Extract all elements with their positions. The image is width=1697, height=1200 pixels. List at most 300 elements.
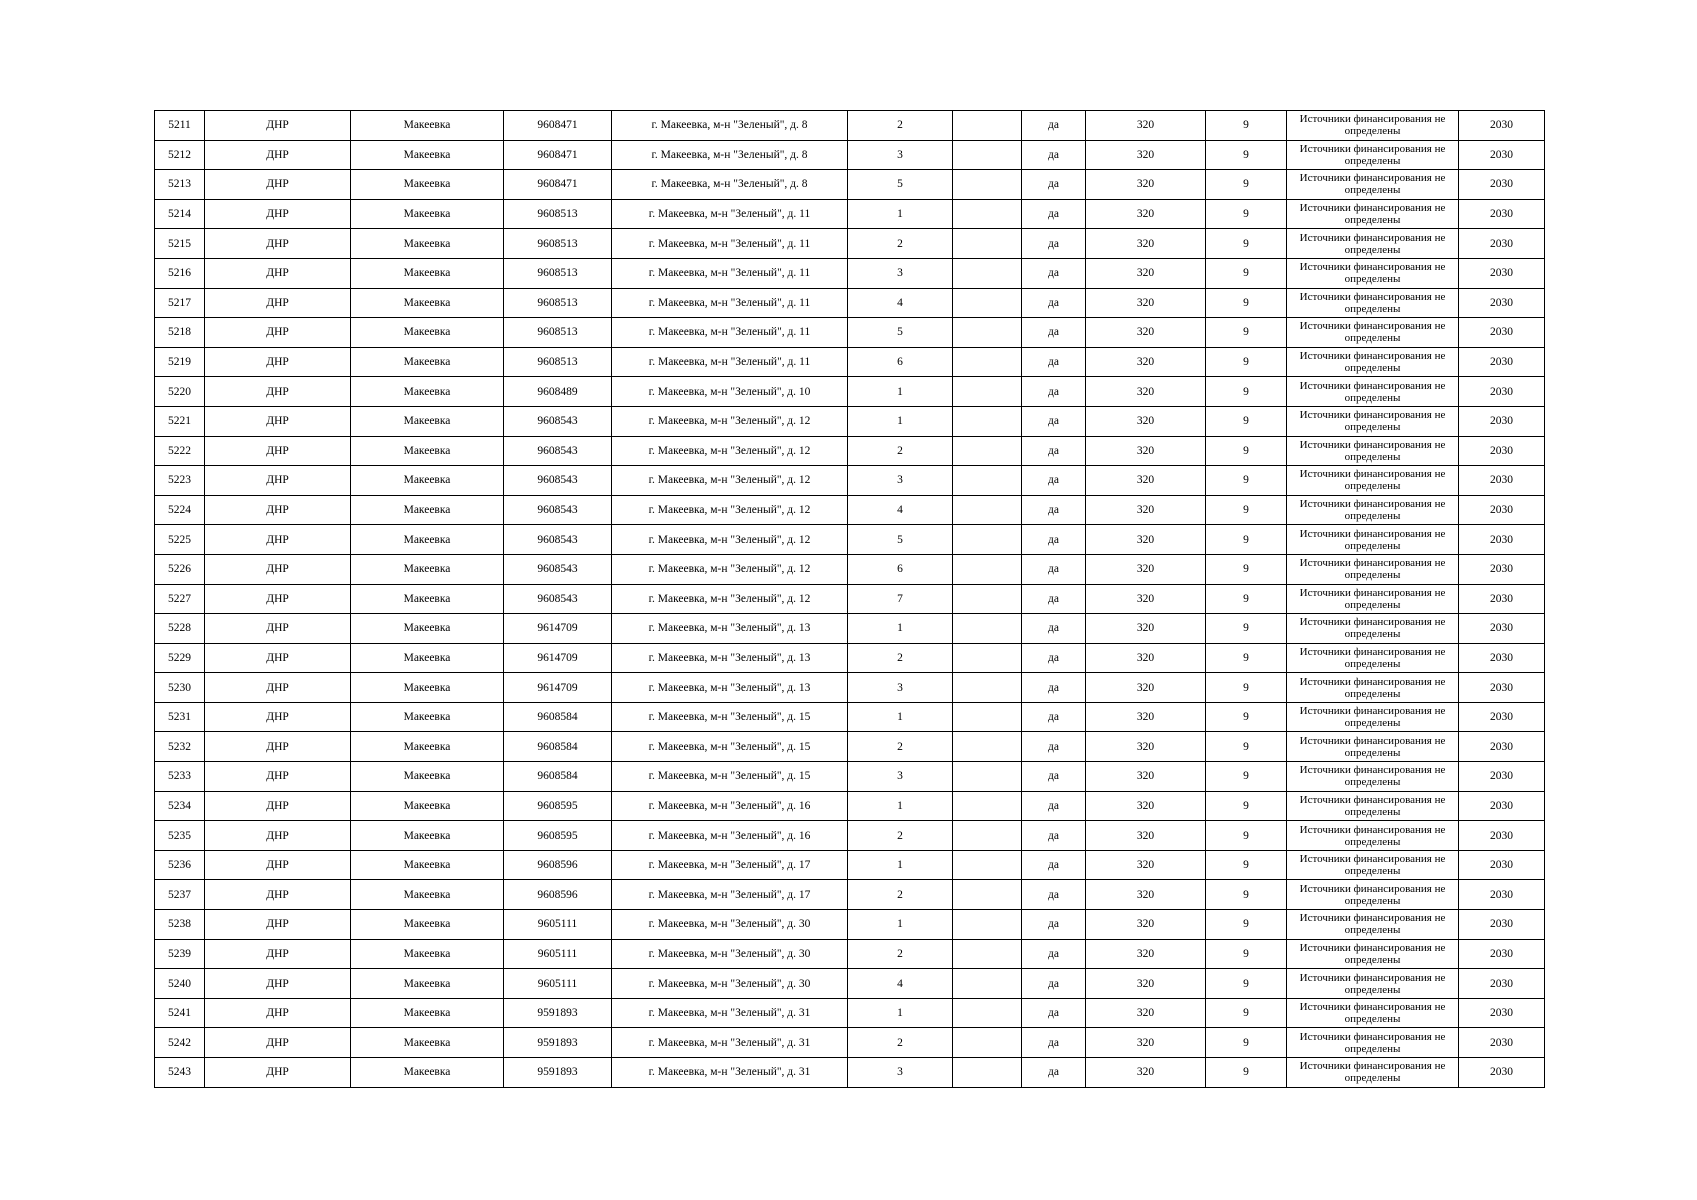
address-cell: г. Макеевка, м-н "Зеленый", д. 12 — [612, 525, 848, 555]
flag-cell: да — [1022, 821, 1086, 851]
region-cell: ДНР — [205, 288, 351, 318]
count-cell: 9 — [1206, 288, 1287, 318]
code-cell: 9608595 — [504, 791, 612, 821]
entrance-cell: 2 — [848, 229, 953, 259]
funding-source-cell: Источники финансирования не определены — [1287, 140, 1459, 170]
empty-cell — [953, 288, 1022, 318]
row-number-cell: 5236 — [155, 850, 205, 880]
entrance-cell: 1 — [848, 850, 953, 880]
row-number-cell: 5224 — [155, 495, 205, 525]
empty-cell — [953, 821, 1022, 851]
empty-cell — [953, 910, 1022, 940]
year-cell: 2030 — [1459, 732, 1545, 762]
row-number-cell: 5219 — [155, 347, 205, 377]
count-cell: 9 — [1206, 170, 1287, 200]
address-cell: г. Макеевка, м-н "Зеленый", д. 10 — [612, 377, 848, 407]
address-cell: г. Макеевка, м-н "Зеленый", д. 30 — [612, 939, 848, 969]
amount-cell: 320 — [1086, 643, 1206, 673]
address-cell: г. Макеевка, м-н "Зеленый", д. 11 — [612, 199, 848, 229]
flag-cell: да — [1022, 702, 1086, 732]
empty-cell — [953, 998, 1022, 1028]
address-cell: г. Макеевка, м-н "Зеленый", д. 15 — [612, 732, 848, 762]
row-number-cell: 5233 — [155, 762, 205, 792]
entrance-cell: 6 — [848, 347, 953, 377]
funding-source-cell: Источники финансирования не определены — [1287, 614, 1459, 644]
city-cell: Макеевка — [351, 673, 504, 703]
city-cell: Макеевка — [351, 318, 504, 348]
city-cell: Макеевка — [351, 199, 504, 229]
flag-cell: да — [1022, 880, 1086, 910]
address-cell: г. Макеевка, м-н "Зеленый", д. 12 — [612, 436, 848, 466]
row-number-cell: 5221 — [155, 406, 205, 436]
code-cell: 9591893 — [504, 1028, 612, 1058]
funding-source-cell: Источники финансирования не определены — [1287, 850, 1459, 880]
flag-cell: да — [1022, 910, 1086, 940]
flag-cell: да — [1022, 140, 1086, 170]
table-row — [155, 288, 1545, 318]
code-cell: 9608584 — [504, 762, 612, 792]
row-number-cell: 5235 — [155, 821, 205, 851]
region-cell: ДНР — [205, 584, 351, 614]
entrance-cell: 2 — [848, 939, 953, 969]
city-cell: Макеевка — [351, 1028, 504, 1058]
address-cell: г. Макеевка, м-н "Зеленый", д. 11 — [612, 258, 848, 288]
year-cell: 2030 — [1459, 910, 1545, 940]
region-cell: ДНР — [205, 170, 351, 200]
amount-cell: 320 — [1086, 880, 1206, 910]
entrance-cell: 3 — [848, 466, 953, 496]
region-cell: ДНР — [205, 732, 351, 762]
entrance-cell: 1 — [848, 406, 953, 436]
year-cell: 2030 — [1459, 258, 1545, 288]
table-row — [155, 347, 1545, 377]
table-row — [155, 436, 1545, 466]
empty-cell — [953, 406, 1022, 436]
amount-cell: 320 — [1086, 1058, 1206, 1088]
year-cell: 2030 — [1459, 821, 1545, 851]
amount-cell: 320 — [1086, 762, 1206, 792]
entrance-cell: 5 — [848, 170, 953, 200]
funding-source-cell: Источники финансирования не определены — [1287, 998, 1459, 1028]
region-cell: ДНР — [205, 1058, 351, 1088]
entrance-cell: 1 — [848, 614, 953, 644]
year-cell: 2030 — [1459, 377, 1545, 407]
table-row — [155, 258, 1545, 288]
empty-cell — [953, 377, 1022, 407]
amount-cell: 320 — [1086, 614, 1206, 644]
funding-source-cell: Источники финансирования не определены — [1287, 1028, 1459, 1058]
amount-cell: 320 — [1086, 436, 1206, 466]
empty-cell — [953, 495, 1022, 525]
city-cell: Макеевка — [351, 229, 504, 259]
funding-source-cell: Источники финансирования не определены — [1287, 584, 1459, 614]
code-cell: 9608471 — [504, 140, 612, 170]
row-number-cell: 5215 — [155, 229, 205, 259]
year-cell: 2030 — [1459, 643, 1545, 673]
count-cell: 9 — [1206, 229, 1287, 259]
city-cell: Макеевка — [351, 762, 504, 792]
city-cell: Макеевка — [351, 850, 504, 880]
amount-cell: 320 — [1086, 229, 1206, 259]
region-cell: ДНР — [205, 821, 351, 851]
funding-source-cell: Источники финансирования не определены — [1287, 791, 1459, 821]
year-cell: 2030 — [1459, 199, 1545, 229]
flag-cell: да — [1022, 436, 1086, 466]
region-cell: ДНР — [205, 140, 351, 170]
region-cell: ДНР — [205, 199, 351, 229]
count-cell: 9 — [1206, 318, 1287, 348]
code-cell: 9608584 — [504, 732, 612, 762]
table-row — [155, 584, 1545, 614]
funding-source-cell: Источники финансирования не определены — [1287, 643, 1459, 673]
year-cell: 2030 — [1459, 998, 1545, 1028]
empty-cell — [953, 111, 1022, 141]
funding-source-cell: Источники финансирования не определены — [1287, 377, 1459, 407]
city-cell: Макеевка — [351, 140, 504, 170]
table-row — [155, 969, 1545, 999]
row-number-cell: 5240 — [155, 969, 205, 999]
flag-cell: да — [1022, 495, 1086, 525]
amount-cell: 320 — [1086, 288, 1206, 318]
entrance-cell: 2 — [848, 821, 953, 851]
city-cell: Макеевка — [351, 939, 504, 969]
code-cell: 9608543 — [504, 584, 612, 614]
count-cell: 9 — [1206, 910, 1287, 940]
funding-source-cell: Источники финансирования не определены — [1287, 969, 1459, 999]
empty-cell — [953, 791, 1022, 821]
amount-cell: 320 — [1086, 1028, 1206, 1058]
table-row — [155, 910, 1545, 940]
region-cell: ДНР — [205, 525, 351, 555]
flag-cell: да — [1022, 466, 1086, 496]
count-cell: 9 — [1206, 850, 1287, 880]
year-cell: 2030 — [1459, 466, 1545, 496]
region-cell: ДНР — [205, 436, 351, 466]
row-number-cell: 5229 — [155, 643, 205, 673]
row-number-cell: 5214 — [155, 199, 205, 229]
count-cell: 9 — [1206, 969, 1287, 999]
count-cell: 9 — [1206, 791, 1287, 821]
address-cell: г. Макеевка, м-н "Зеленый", д. 12 — [612, 406, 848, 436]
count-cell: 9 — [1206, 643, 1287, 673]
code-cell: 9608543 — [504, 525, 612, 555]
table-row — [155, 525, 1545, 555]
count-cell: 9 — [1206, 199, 1287, 229]
year-cell: 2030 — [1459, 673, 1545, 703]
amount-cell: 320 — [1086, 466, 1206, 496]
flag-cell: да — [1022, 762, 1086, 792]
table-row — [155, 318, 1545, 348]
row-number-cell: 5222 — [155, 436, 205, 466]
address-cell: г. Макеевка, м-н "Зеленый", д. 30 — [612, 910, 848, 940]
flag-cell: да — [1022, 377, 1086, 407]
table-row — [155, 140, 1545, 170]
region-cell: ДНР — [205, 939, 351, 969]
count-cell: 9 — [1206, 762, 1287, 792]
count-cell: 9 — [1206, 111, 1287, 141]
empty-cell — [953, 643, 1022, 673]
table-row — [155, 939, 1545, 969]
entrance-cell: 2 — [848, 732, 953, 762]
year-cell: 2030 — [1459, 436, 1545, 466]
amount-cell: 320 — [1086, 673, 1206, 703]
count-cell: 9 — [1206, 673, 1287, 703]
year-cell: 2030 — [1459, 318, 1545, 348]
code-cell: 9591893 — [504, 998, 612, 1028]
code-cell: 9608489 — [504, 377, 612, 407]
funding-source-cell: Источники финансирования не определены — [1287, 466, 1459, 496]
region-cell: ДНР — [205, 229, 351, 259]
code-cell: 9614709 — [504, 643, 612, 673]
funding-source-cell: Источники финансирования не определены — [1287, 170, 1459, 200]
empty-cell — [953, 1058, 1022, 1088]
funding-source-cell: Источники финансирования не определены — [1287, 525, 1459, 555]
year-cell: 2030 — [1459, 1028, 1545, 1058]
year-cell: 2030 — [1459, 525, 1545, 555]
count-cell: 9 — [1206, 732, 1287, 762]
table-row — [155, 791, 1545, 821]
funding-source-cell: Источники финансирования не определены — [1287, 1058, 1459, 1088]
table-row — [155, 673, 1545, 703]
year-cell: 2030 — [1459, 406, 1545, 436]
amount-cell: 320 — [1086, 199, 1206, 229]
row-number-cell: 5223 — [155, 466, 205, 496]
address-cell: г. Макеевка, м-н "Зеленый", д. 12 — [612, 584, 848, 614]
row-number-cell: 5213 — [155, 170, 205, 200]
table-row — [155, 821, 1545, 851]
city-cell: Макеевка — [351, 998, 504, 1028]
city-cell: Макеевка — [351, 1058, 504, 1088]
city-cell: Макеевка — [351, 170, 504, 200]
year-cell: 2030 — [1459, 791, 1545, 821]
year-cell: 2030 — [1459, 554, 1545, 584]
year-cell: 2030 — [1459, 969, 1545, 999]
city-cell: Макеевка — [351, 406, 504, 436]
amount-cell: 320 — [1086, 939, 1206, 969]
amount-cell: 320 — [1086, 347, 1206, 377]
row-number-cell: 5227 — [155, 584, 205, 614]
table-row — [155, 377, 1545, 407]
code-cell: 9614709 — [504, 673, 612, 703]
entrance-cell: 3 — [848, 258, 953, 288]
funding-source-cell: Источники финансирования не определены — [1287, 495, 1459, 525]
row-number-cell: 5234 — [155, 791, 205, 821]
funding-source-cell: Источники финансирования не определены — [1287, 939, 1459, 969]
year-cell: 2030 — [1459, 1058, 1545, 1088]
address-cell: г. Макеевка, м-н "Зеленый", д. 12 — [612, 554, 848, 584]
row-number-cell: 5212 — [155, 140, 205, 170]
region-cell: ДНР — [205, 377, 351, 407]
count-cell: 9 — [1206, 436, 1287, 466]
city-cell: Макеевка — [351, 495, 504, 525]
table-body — [155, 111, 1545, 1088]
flag-cell: да — [1022, 939, 1086, 969]
table-row — [155, 643, 1545, 673]
region-cell: ДНР — [205, 554, 351, 584]
count-cell: 9 — [1206, 406, 1287, 436]
city-cell: Макеевка — [351, 702, 504, 732]
count-cell: 9 — [1206, 1058, 1287, 1088]
city-cell: Макеевка — [351, 643, 504, 673]
address-cell: г. Макеевка, м-н "Зеленый", д. 11 — [612, 288, 848, 318]
entrance-cell: 6 — [848, 554, 953, 584]
flag-cell: да — [1022, 258, 1086, 288]
city-cell: Макеевка — [351, 910, 504, 940]
amount-cell: 320 — [1086, 584, 1206, 614]
region-cell: ДНР — [205, 998, 351, 1028]
address-cell: г. Макеевка, м-н "Зеленый", д. 15 — [612, 762, 848, 792]
count-cell: 9 — [1206, 584, 1287, 614]
address-cell: г. Макеевка, м-н "Зеленый", д. 30 — [612, 969, 848, 999]
flag-cell: да — [1022, 199, 1086, 229]
table-row — [155, 614, 1545, 644]
region-cell: ДНР — [205, 702, 351, 732]
city-cell: Макеевка — [351, 732, 504, 762]
row-number-cell: 5218 — [155, 318, 205, 348]
address-cell: г. Макеевка, м-н "Зеленый", д. 31 — [612, 1058, 848, 1088]
count-cell: 9 — [1206, 377, 1287, 407]
address-cell: г. Макеевка, м-н "Зеленый", д. 13 — [612, 673, 848, 703]
code-cell: 9608596 — [504, 880, 612, 910]
code-cell: 9608471 — [504, 170, 612, 200]
code-cell: 9614709 — [504, 614, 612, 644]
empty-cell — [953, 850, 1022, 880]
year-cell: 2030 — [1459, 140, 1545, 170]
count-cell: 9 — [1206, 614, 1287, 644]
row-number-cell: 5231 — [155, 702, 205, 732]
year-cell: 2030 — [1459, 939, 1545, 969]
amount-cell: 320 — [1086, 525, 1206, 555]
region-cell: ДНР — [205, 643, 351, 673]
region-cell: ДНР — [205, 318, 351, 348]
count-cell: 9 — [1206, 821, 1287, 851]
row-number-cell: 5238 — [155, 910, 205, 940]
flag-cell: да — [1022, 554, 1086, 584]
row-number-cell: 5216 — [155, 258, 205, 288]
row-number-cell: 5237 — [155, 880, 205, 910]
flag-cell: да — [1022, 406, 1086, 436]
funding-source-cell: Источники финансирования не определены — [1287, 199, 1459, 229]
table-row — [155, 1028, 1545, 1058]
entrance-cell: 4 — [848, 495, 953, 525]
funding-source-cell: Источники финансирования не определены — [1287, 258, 1459, 288]
entrance-cell: 2 — [848, 643, 953, 673]
flag-cell: да — [1022, 170, 1086, 200]
region-cell: ДНР — [205, 791, 351, 821]
year-cell: 2030 — [1459, 288, 1545, 318]
code-cell: 9608513 — [504, 199, 612, 229]
funding-source-cell: Источники финансирования не определены — [1287, 880, 1459, 910]
year-cell: 2030 — [1459, 850, 1545, 880]
empty-cell — [953, 318, 1022, 348]
count-cell: 9 — [1206, 880, 1287, 910]
count-cell: 9 — [1206, 998, 1287, 1028]
address-cell: г. Макеевка, м-н "Зеленый", д. 17 — [612, 850, 848, 880]
code-cell: 9608513 — [504, 347, 612, 377]
empty-cell — [953, 436, 1022, 466]
region-cell: ДНР — [205, 111, 351, 141]
empty-cell — [953, 614, 1022, 644]
table-row — [155, 495, 1545, 525]
address-cell: г. Макеевка, м-н "Зеленый", д. 11 — [612, 229, 848, 259]
address-cell: г. Макеевка, м-н "Зеленый", д. 31 — [612, 998, 848, 1028]
count-cell: 9 — [1206, 495, 1287, 525]
flag-cell: да — [1022, 1058, 1086, 1088]
city-cell: Макеевка — [351, 111, 504, 141]
year-cell: 2030 — [1459, 347, 1545, 377]
flag-cell: да — [1022, 1028, 1086, 1058]
entrance-cell: 3 — [848, 762, 953, 792]
table-row — [155, 111, 1545, 141]
entrance-cell: 5 — [848, 525, 953, 555]
address-cell: г. Макеевка, м-н "Зеленый", д. 13 — [612, 643, 848, 673]
empty-cell — [953, 199, 1022, 229]
amount-cell: 320 — [1086, 495, 1206, 525]
city-cell: Макеевка — [351, 791, 504, 821]
year-cell: 2030 — [1459, 170, 1545, 200]
region-cell: ДНР — [205, 466, 351, 496]
table-row — [155, 762, 1545, 792]
region-cell: ДНР — [205, 406, 351, 436]
empty-cell — [953, 170, 1022, 200]
funding-source-cell: Источники финансирования не определены — [1287, 554, 1459, 584]
flag-cell: да — [1022, 111, 1086, 141]
entrance-cell: 4 — [848, 969, 953, 999]
code-cell: 9608595 — [504, 821, 612, 851]
address-cell: г. Макеевка, м-н "Зеленый", д. 16 — [612, 791, 848, 821]
region-cell: ДНР — [205, 495, 351, 525]
entrance-cell: 2 — [848, 436, 953, 466]
empty-cell — [953, 140, 1022, 170]
flag-cell: да — [1022, 643, 1086, 673]
code-cell: 9608513 — [504, 229, 612, 259]
row-number-cell: 5225 — [155, 525, 205, 555]
code-cell: 9605111 — [504, 910, 612, 940]
city-cell: Макеевка — [351, 821, 504, 851]
flag-cell: да — [1022, 998, 1086, 1028]
year-cell: 2030 — [1459, 880, 1545, 910]
address-cell: г. Макеевка, м-н "Зеленый", д. 11 — [612, 347, 848, 377]
row-number-cell: 5239 — [155, 939, 205, 969]
code-cell: 9608543 — [504, 466, 612, 496]
address-cell: г. Макеевка, м-н "Зеленый", д. 8 — [612, 140, 848, 170]
code-cell: 9608513 — [504, 258, 612, 288]
city-cell: Макеевка — [351, 554, 504, 584]
amount-cell: 320 — [1086, 554, 1206, 584]
empty-cell — [953, 673, 1022, 703]
table-row — [155, 732, 1545, 762]
amount-cell: 320 — [1086, 111, 1206, 141]
amount-cell: 320 — [1086, 170, 1206, 200]
region-cell: ДНР — [205, 347, 351, 377]
flag-cell: да — [1022, 969, 1086, 999]
address-cell: г. Макеевка, м-н "Зеленый", д. 17 — [612, 880, 848, 910]
funding-source-cell: Источники финансирования не определены — [1287, 732, 1459, 762]
entrance-cell: 3 — [848, 140, 953, 170]
amount-cell: 320 — [1086, 702, 1206, 732]
empty-cell — [953, 969, 1022, 999]
flag-cell: да — [1022, 525, 1086, 555]
entrance-cell: 2 — [848, 111, 953, 141]
region-cell: ДНР — [205, 673, 351, 703]
empty-cell — [953, 732, 1022, 762]
year-cell: 2030 — [1459, 584, 1545, 614]
funding-source-cell: Источники финансирования не определены — [1287, 702, 1459, 732]
code-cell: 9605111 — [504, 969, 612, 999]
address-cell: г. Макеевка, м-н "Зеленый", д. 8 — [612, 111, 848, 141]
entrance-cell: 2 — [848, 880, 953, 910]
flag-cell: да — [1022, 347, 1086, 377]
